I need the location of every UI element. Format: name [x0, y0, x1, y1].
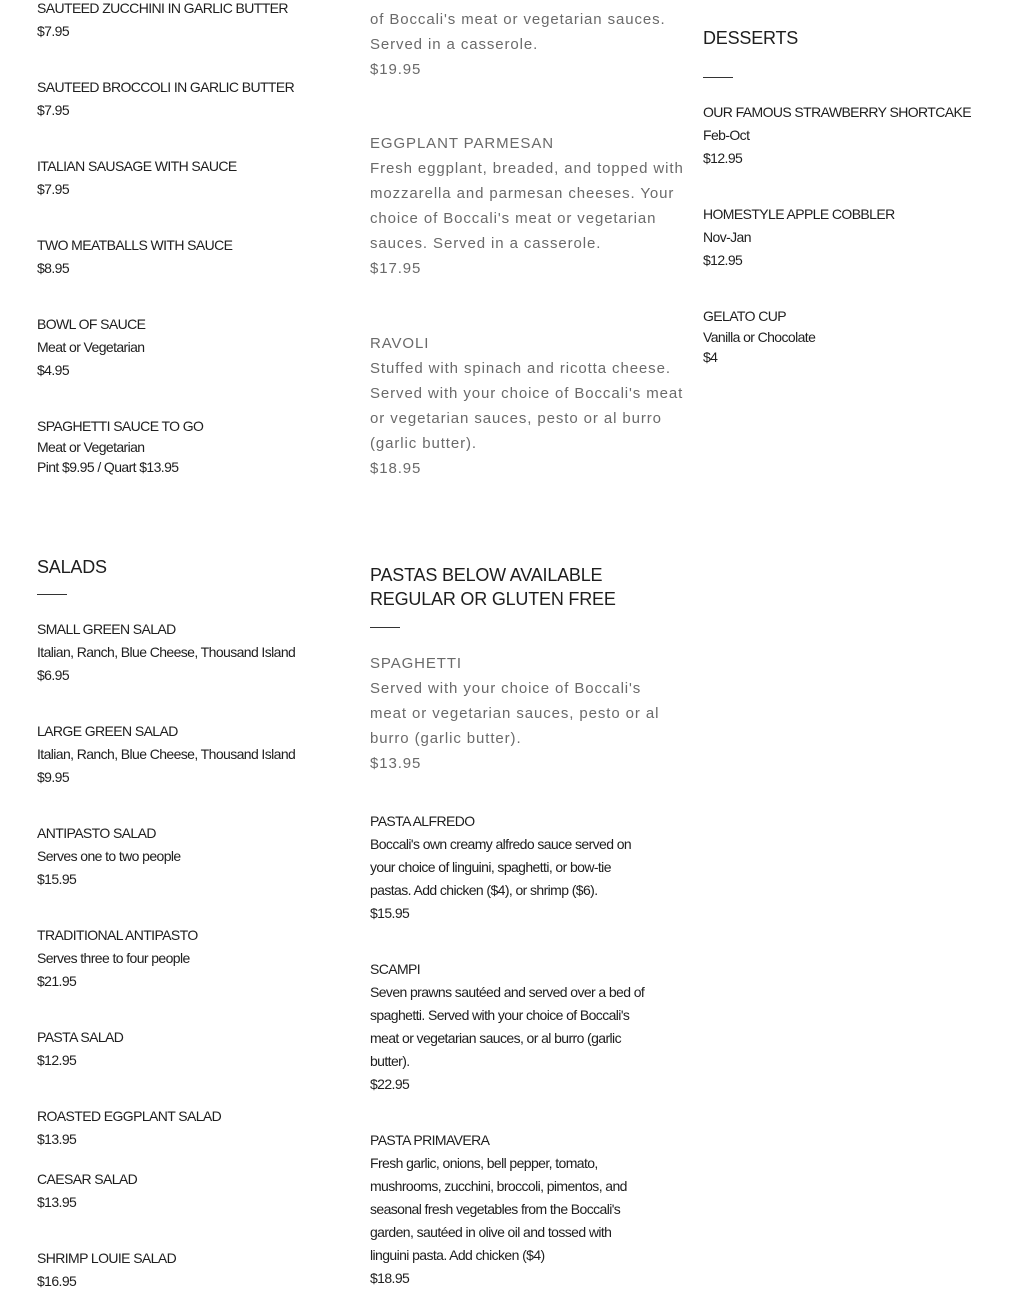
item-description: choice of Boccali's meat or vegetarian	[370, 210, 657, 227]
item-price: $13.95	[37, 1194, 77, 1210]
item-name: PASTA SALAD	[37, 1029, 124, 1045]
item-description: Serves one to two people	[37, 848, 181, 864]
menu-item	[37, 0, 288, 45]
item-description: linguini pasta. Add chicken ($4)	[370, 1247, 545, 1263]
item-description: mozzarella and parmesan cheeses. Your	[370, 185, 675, 202]
item-price: $4	[703, 349, 718, 365]
menu-item	[370, 812, 631, 927]
item-price: Pint $9.95 / Quart $13.95	[37, 459, 179, 475]
menu-item	[370, 1131, 627, 1292]
menu-item	[370, 11, 666, 86]
item-description: Served in a casserole.	[370, 36, 539, 53]
item-description: butter).	[370, 1053, 410, 1069]
item-name: ITALIAN SAUSAGE WITH SAUCE	[37, 158, 237, 174]
item-price: $7.95	[37, 102, 70, 118]
menu-item	[370, 655, 659, 780]
item-name: SHRIMP LOUIE SALAD	[37, 1250, 177, 1266]
menu-item	[703, 205, 895, 274]
menu-item	[370, 960, 644, 1098]
item-description: mushrooms, zucchini, broccoli, pimentos, and	[370, 1178, 627, 1194]
item-name: SMALL GREEN SALAD	[37, 621, 176, 637]
item-name: TRADITIONAL ANTIPASTO	[37, 927, 198, 943]
divider	[37, 594, 67, 595]
menu-item	[703, 103, 971, 172]
item-description: sauces. Served in a casserole.	[370, 235, 602, 252]
item-price: $12.95	[37, 1052, 77, 1068]
menu-item	[37, 1028, 123, 1074]
item-description: Seven prawns sautéed and served over a bed of	[370, 984, 645, 1000]
menu-item	[37, 236, 232, 282]
item-description: pastas. Add chicken ($4), or shrimp ($6).	[370, 882, 598, 898]
item-price: $4.95	[37, 362, 70, 378]
menu-item	[703, 307, 815, 369]
item-description: your choice of linguini, spaghetti, or bow-tie	[370, 859, 611, 875]
item-name: LARGE GREEN SALAD	[37, 723, 178, 739]
item-price: $22.95	[370, 1076, 410, 1092]
item-description: Boccali's own creamy alfredo sauce served on	[370, 836, 632, 852]
pastas-heading-line1: PASTAS BELOW AVAILABLE	[370, 565, 603, 585]
menu-item	[37, 417, 203, 479]
item-price: $12.95	[703, 252, 743, 268]
item-name: GELATO CUP	[703, 308, 786, 324]
item-description: (garlic butter).	[370, 435, 477, 452]
item-name: SPAGHETTI	[370, 655, 462, 672]
menu-item	[37, 78, 294, 124]
item-description: or vegetarian sauces, pesto or al burro	[370, 410, 662, 427]
menu-item	[37, 1170, 137, 1216]
item-description: Meat or Vegetarian	[37, 438, 145, 455]
item-description: Nov-Jan	[703, 229, 751, 245]
item-description: meat or vegetarian sauces, pesto or al	[370, 705, 660, 722]
menu-item	[37, 1249, 176, 1295]
item-name: ROASTED EGGPLANT SALAD	[37, 1108, 222, 1124]
item-name: OUR FAMOUS STRAWBERRY SHORTCAKE	[703, 104, 971, 120]
item-price: $21.95	[37, 973, 77, 989]
item-description: Italian, Ranch, Blue Cheese, Thousand Island	[37, 644, 296, 660]
item-description: seasonal fresh vegetables from the Boccali's	[370, 1201, 621, 1217]
menu-item	[37, 722, 295, 791]
item-price: $13.95	[37, 1131, 77, 1147]
divider	[703, 77, 733, 78]
item-price: $19.95	[370, 61, 422, 78]
item-description: burro (garlic butter).	[370, 730, 522, 747]
item-name: EGGPLANT PARMESAN	[370, 135, 554, 152]
item-description: Stuffed with spinach and ricotta cheese.	[370, 360, 671, 377]
item-name: HOMESTYLE APPLE COBBLER	[703, 206, 895, 222]
menu-item	[37, 926, 198, 995]
item-description: of Boccali's meat or vegetarian sauces.	[370, 11, 666, 28]
item-price: $6.95	[37, 667, 70, 683]
menu-item	[37, 620, 295, 689]
item-name: SCAMPI	[370, 961, 421, 977]
desserts-heading: DESSERTS	[703, 28, 799, 48]
menu-item	[370, 335, 683, 485]
item-description: Fresh garlic, onions, bell pepper, tomato,	[370, 1155, 598, 1171]
item-name: ANTIPASTO SALAD	[37, 825, 156, 841]
item-description: Vanilla or Chocolate	[703, 328, 816, 345]
item-price: $15.95	[370, 905, 410, 921]
item-price: $7.95	[37, 181, 70, 197]
salads-heading: SALADS	[37, 557, 107, 577]
item-price: $7.95	[37, 23, 70, 39]
menu-item	[37, 824, 181, 893]
item-description: Serves three to four people	[37, 950, 190, 966]
item-name: SAUTEED BROCCOLI IN GARLIC BUTTER	[37, 79, 295, 95]
menu-item	[37, 315, 145, 384]
menu-item	[37, 157, 237, 203]
pastas-heading	[370, 563, 616, 611]
pastas-heading-line2: REGULAR OR GLUTEN FREE	[370, 589, 616, 609]
item-description: Italian, Ranch, Blue Cheese, Thousand Island	[37, 746, 296, 762]
item-price: $15.95	[37, 871, 77, 887]
item-price: $12.95	[703, 150, 743, 166]
item-description: meat or vegetarian sauces, or al burro (garlic	[370, 1030, 621, 1046]
item-description: Served with your choice of Boccali's meat	[370, 385, 684, 402]
item-description: Fresh eggplant, breaded, and topped with	[370, 160, 684, 177]
item-price: $18.95	[370, 1270, 410, 1286]
item-description: garden, sautéed in olive oil and tossed with	[370, 1224, 612, 1240]
item-price: $17.95	[370, 260, 422, 277]
item-description: Feb-Oct	[703, 127, 750, 143]
item-name: TWO MEATBALLS WITH SAUCE	[37, 237, 233, 253]
menu-item	[37, 1107, 221, 1153]
divider	[370, 627, 400, 628]
item-name: SAUTEED ZUCCHINI IN GARLIC BUTTER	[37, 0, 288, 16]
item-description: Served with your choice of Boccali's	[370, 680, 642, 697]
item-name: RAVOLI	[370, 335, 430, 352]
item-description: spaghetti. Served with your choice of Boccali's	[370, 1007, 630, 1023]
item-name: BOWL OF SAUCE	[37, 316, 146, 332]
item-description: Meat or Vegetarian	[37, 339, 145, 355]
item-price: $8.95	[37, 260, 70, 276]
item-name: SPAGHETTI SAUCE TO GO	[37, 418, 204, 434]
menu-item	[370, 135, 684, 285]
item-name: CAESAR SALAD	[37, 1171, 138, 1187]
item-name: PASTA ALFREDO	[370, 813, 475, 829]
item-price: $9.95	[37, 769, 70, 785]
item-price: $18.95	[370, 460, 422, 477]
item-name: PASTA PRIMAVERA	[370, 1132, 490, 1148]
item-price: $13.95	[370, 755, 422, 772]
item-price: $16.95	[37, 1273, 77, 1289]
